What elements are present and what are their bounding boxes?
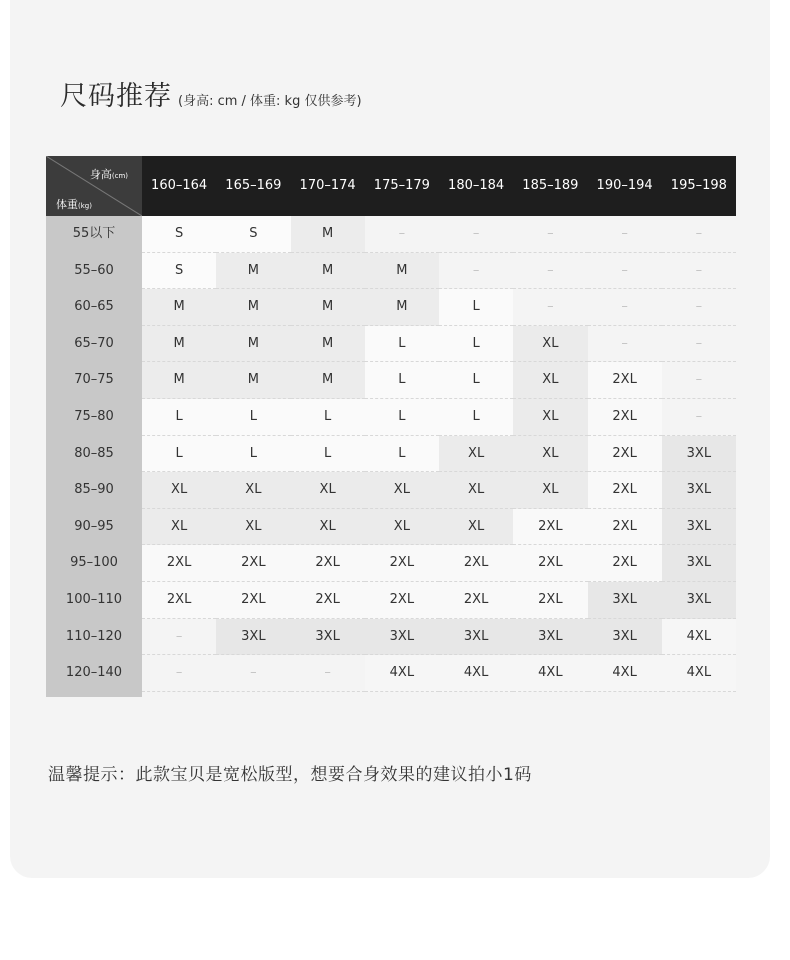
size-cell: L: [365, 399, 439, 436]
size-cell: M: [291, 289, 365, 326]
row-weight-label: 75–80: [46, 399, 142, 436]
size-cell: 3XL: [588, 582, 662, 619]
row-weight-label: 110–120: [46, 619, 142, 656]
row-weight-label: 120–140: [46, 655, 142, 697]
size-cell: 2XL: [216, 545, 290, 582]
row-weight-label: 70–75: [46, 362, 142, 399]
size-cell: –: [216, 655, 290, 692]
table-row: [46, 436, 736, 473]
size-cell: –: [513, 289, 587, 326]
size-cell: –: [662, 326, 736, 363]
size-cell: –: [588, 253, 662, 290]
row-weight-label: 65–70: [46, 326, 142, 363]
size-cell: XL: [142, 509, 216, 546]
column-header: 185–189: [522, 178, 579, 193]
table-row: [46, 545, 736, 582]
size-cell: M: [291, 362, 365, 399]
table-row: [46, 509, 736, 546]
size-cell: XL: [439, 509, 513, 546]
size-cell: 3XL: [588, 619, 662, 656]
column-header: 195–198: [670, 178, 727, 193]
size-cell: 2XL: [142, 545, 216, 582]
size-cell: 3XL: [662, 545, 736, 582]
size-cell: –: [513, 253, 587, 290]
row-weight-label: 60–65: [46, 289, 142, 326]
size-cell: 4XL: [365, 655, 439, 692]
table-row: [46, 253, 736, 290]
size-cell: 2XL: [588, 545, 662, 582]
size-cell: L: [142, 436, 216, 473]
size-cell: 2XL: [365, 545, 439, 582]
size-table: [46, 156, 736, 692]
size-cell: 4XL: [662, 619, 736, 656]
size-cell: XL: [216, 472, 290, 509]
size-cell: M: [291, 216, 365, 253]
size-cell: 2XL: [513, 509, 587, 546]
size-cell: S: [216, 216, 290, 253]
size-cell: 3XL: [439, 619, 513, 656]
size-cell: –: [513, 216, 587, 253]
size-cell: –: [662, 216, 736, 253]
size-cell: 2XL: [439, 582, 513, 619]
size-cell: L: [291, 399, 365, 436]
size-cell: 2XL: [588, 509, 662, 546]
size-cell: XL: [291, 509, 365, 546]
size-cell: M: [291, 326, 365, 363]
table-row: [46, 472, 736, 509]
size-cell: XL: [216, 509, 290, 546]
size-cell: 3XL: [662, 472, 736, 509]
size-cell: XL: [439, 436, 513, 473]
size-cell: 2XL: [588, 472, 662, 509]
size-cell: XL: [439, 472, 513, 509]
page-subtitle: (身高: cm / 体重: kg 仅供参考): [178, 94, 362, 109]
column-header: 165–169: [225, 178, 282, 193]
size-cell: 2XL: [513, 582, 587, 619]
size-cell: XL: [513, 472, 587, 509]
size-cell: L: [365, 362, 439, 399]
column-header: 180–184: [448, 178, 505, 193]
column-header: 190–194: [596, 178, 653, 193]
size-cell: –: [662, 399, 736, 436]
size-cell: M: [142, 326, 216, 363]
size-cell: 3XL: [662, 509, 736, 546]
size-cell: –: [365, 216, 439, 253]
size-cell: L: [439, 326, 513, 363]
size-cell: –: [142, 619, 216, 656]
table-row: [46, 362, 736, 399]
size-cell: 4XL: [588, 655, 662, 692]
size-cell: XL: [513, 436, 587, 473]
size-cell: 3XL: [216, 619, 290, 656]
table-row: [46, 582, 736, 619]
size-cell: –: [588, 216, 662, 253]
size-cell: XL: [513, 326, 587, 363]
size-cell: XL: [513, 362, 587, 399]
row-weight-label: 55以下: [46, 216, 142, 253]
size-cell: XL: [142, 472, 216, 509]
column-header: 160–164: [151, 178, 208, 193]
table-body: [46, 216, 736, 692]
size-cell: M: [142, 362, 216, 399]
size-cell: 2XL: [588, 362, 662, 399]
size-cell: –: [439, 253, 513, 290]
weight-axis-label: 体重(kg): [56, 198, 92, 211]
size-cell: 3XL: [513, 619, 587, 656]
size-cell: 2XL: [216, 582, 290, 619]
size-cell: M: [216, 253, 290, 290]
column-header: 175–179: [373, 178, 430, 193]
row-weight-label: 100–110: [46, 582, 142, 619]
size-cell: –: [662, 253, 736, 290]
size-cell: L: [216, 436, 290, 473]
size-cell: M: [291, 253, 365, 290]
size-cell: L: [439, 289, 513, 326]
size-cell: XL: [291, 472, 365, 509]
size-cell: 2XL: [365, 582, 439, 619]
size-cell: M: [216, 289, 290, 326]
page-title: 尺码推荐: [60, 81, 172, 112]
size-cell: L: [365, 326, 439, 363]
size-cell: 2XL: [291, 582, 365, 619]
size-cell: 3XL: [662, 582, 736, 619]
row-weight-label: 85–90: [46, 472, 142, 509]
size-cell: 2XL: [588, 436, 662, 473]
size-cell: M: [142, 289, 216, 326]
size-cell: XL: [365, 472, 439, 509]
size-cell: –: [662, 289, 736, 326]
size-cell: M: [216, 362, 290, 399]
size-cell: L: [365, 436, 439, 473]
size-cell: 4XL: [513, 655, 587, 692]
title-row: [60, 74, 362, 113]
size-cell: –: [439, 216, 513, 253]
size-cell: L: [439, 362, 513, 399]
size-cell: 4XL: [662, 655, 736, 692]
size-cell: –: [662, 362, 736, 399]
size-cell: S: [142, 253, 216, 290]
size-cell: 3XL: [365, 619, 439, 656]
size-cell: 2XL: [142, 582, 216, 619]
size-cell: 3XL: [662, 436, 736, 473]
size-cell: L: [291, 436, 365, 473]
sizing-tip: 温馨提示：此款宝贝是宽松版型，想要合身效果的建议拍小1码: [48, 765, 532, 785]
size-cell: M: [365, 289, 439, 326]
table-header: [46, 156, 736, 216]
size-cell: L: [216, 399, 290, 436]
size-cell: M: [216, 326, 290, 363]
row-weight-label: 90–95: [46, 509, 142, 546]
size-cell: –: [588, 326, 662, 363]
row-weight-label: 80–85: [46, 436, 142, 473]
table-row: [46, 289, 736, 326]
height-axis-label: 身高(cm): [89, 168, 128, 181]
size-cell: 3XL: [291, 619, 365, 656]
size-cell: M: [365, 253, 439, 290]
size-cell: 2XL: [588, 399, 662, 436]
row-weight-label: 95–100: [46, 545, 142, 582]
size-cell: 4XL: [439, 655, 513, 692]
size-cell: 2XL: [291, 545, 365, 582]
size-cell: –: [291, 655, 365, 692]
size-cell: 2XL: [439, 545, 513, 582]
table-row: [46, 619, 736, 656]
size-cell: –: [588, 289, 662, 326]
size-cell: –: [142, 655, 216, 692]
row-weight-label: 55–60: [46, 253, 142, 290]
size-cell: 2XL: [513, 545, 587, 582]
size-cell: S: [142, 216, 216, 253]
size-cell: L: [439, 399, 513, 436]
table-row: [46, 216, 736, 253]
table-row: [46, 399, 736, 436]
column-header: 170–174: [299, 178, 356, 193]
size-cell: L: [142, 399, 216, 436]
table-row: [46, 655, 736, 692]
table-row: [46, 326, 736, 363]
size-cell: XL: [365, 509, 439, 546]
table-corner-cell: [46, 156, 142, 216]
size-cell: XL: [513, 399, 587, 436]
